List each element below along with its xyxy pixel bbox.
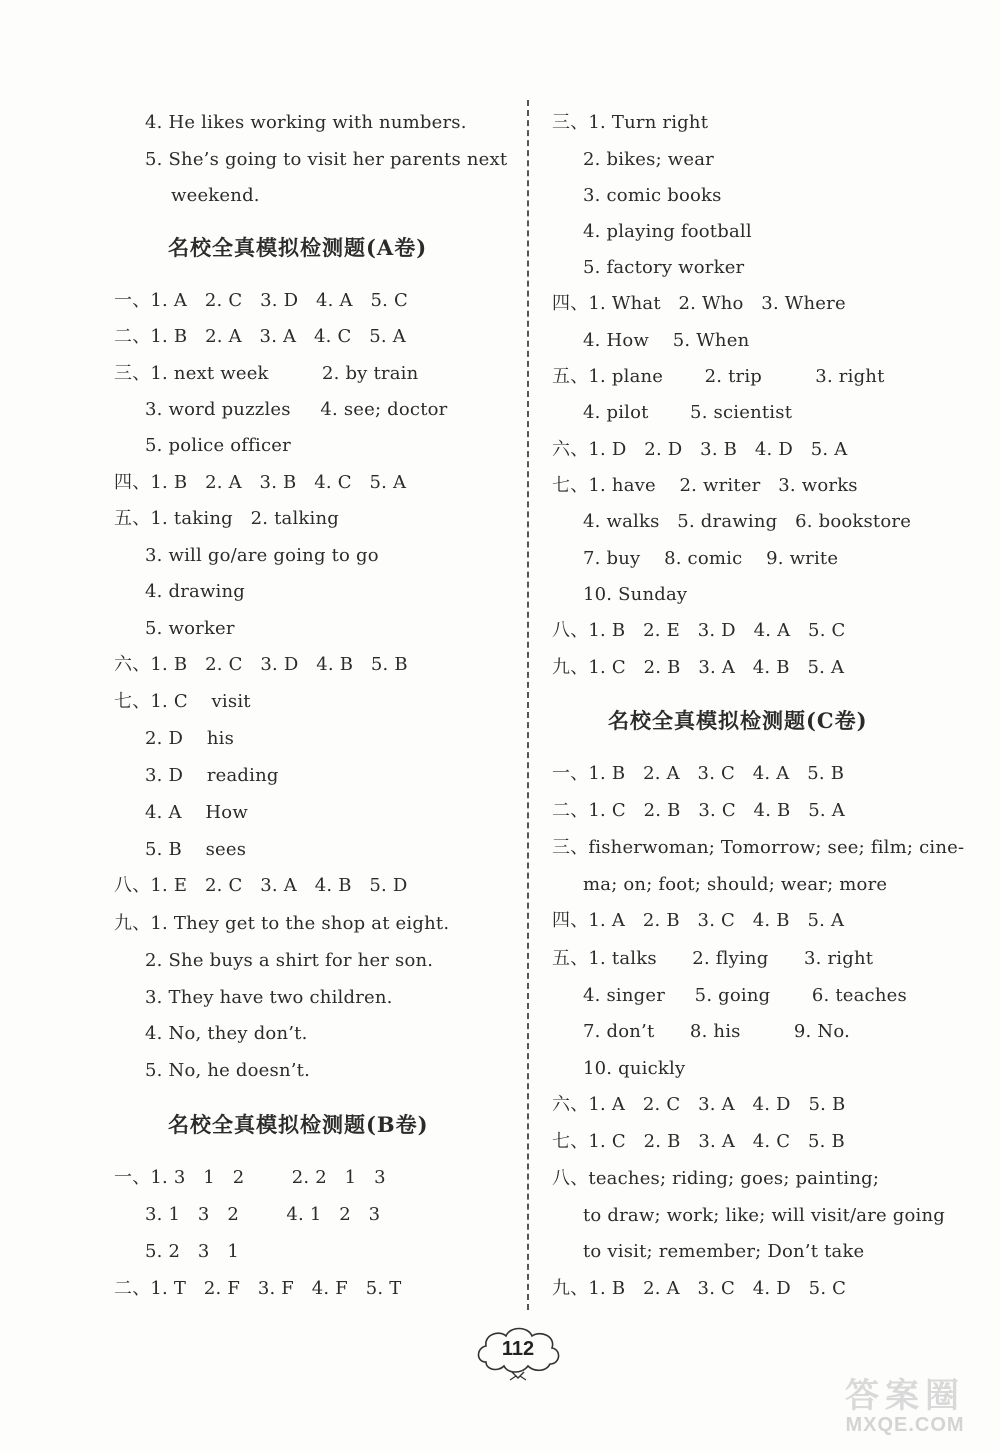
answer-line: 5. factory worker bbox=[583, 257, 745, 278]
answer-line: 3. comic books bbox=[583, 185, 722, 206]
answer-line: 10. Sunday bbox=[583, 584, 688, 605]
answer-line: 六、1. B 2. C 3. D 4. B 5. B bbox=[114, 654, 408, 675]
answer-line: 九、1. They get to the shop at eight. bbox=[114, 913, 450, 934]
answer-line: 5. 2 3 1 bbox=[145, 1241, 239, 1262]
page-number-badge bbox=[472, 1322, 564, 1382]
answer-line: 3. 1 3 2 4. 1 2 3 bbox=[145, 1204, 381, 1225]
page-number: 112 bbox=[501, 1338, 535, 1360]
section-heading: 名校全真模拟检测题(A卷) bbox=[168, 235, 428, 260]
answer-line: 五、1. plane 2. trip 3. right bbox=[552, 366, 885, 387]
answer-line: 五、1. talks 2. flying 3. right bbox=[552, 948, 874, 969]
answer-line: 三、1. next week 2. by train bbox=[114, 363, 419, 384]
section-heading: 名校全真模拟检测题(B卷) bbox=[168, 1112, 429, 1137]
answer-line: 5. police officer bbox=[145, 435, 291, 456]
answer-line: 4. singer 5. going 6. teaches bbox=[583, 985, 907, 1006]
answer-line: 3. D reading bbox=[145, 765, 279, 786]
answer-line: 七、1. have 2. writer 3. works bbox=[552, 475, 858, 496]
answer-line: 4. walks 5. drawing 6. bookstore bbox=[583, 511, 912, 532]
answer-line: 5. No, he doesn’t. bbox=[145, 1060, 311, 1081]
answer-line: 九、1. C 2. B 3. A 4. B 5. A bbox=[552, 657, 845, 678]
answer-line: 4. He likes working with numbers. bbox=[145, 112, 467, 133]
answer-line: 七、1. C 2. B 3. A 4. C 5. B bbox=[552, 1131, 845, 1152]
answer-line: 二、1. T 2. F 3. F 4. F 5. T bbox=[114, 1278, 402, 1299]
answer-line: 八、teaches; riding; goes; painting; bbox=[552, 1168, 880, 1189]
answer-line: 八、1. B 2. E 3. D 4. A 5. C bbox=[552, 620, 846, 641]
answer-line: 一、1. B 2. A 3. C 4. A 5. B bbox=[552, 763, 845, 784]
answer-line: 7. buy 8. comic 9. write bbox=[583, 548, 839, 569]
section-heading: 名校全真模拟检测题(C卷) bbox=[608, 708, 868, 733]
answer-line: 九、1. B 2. A 3. C 4. D 5. C bbox=[552, 1278, 847, 1299]
answer-line: 3. They have two children. bbox=[145, 987, 393, 1008]
watermark-logo bbox=[815, 1368, 995, 1446]
answer-line: 4. How 5. When bbox=[583, 330, 750, 351]
answer-line: 一、1. A 2. C 3. D 4. A 5. C bbox=[114, 290, 408, 311]
answer-line: 2. She buys a shirt for her son. bbox=[145, 950, 434, 971]
answer-line: 3. will go/are going to go bbox=[145, 545, 379, 566]
answer-line: 3. word puzzles 4. see; doctor bbox=[145, 399, 448, 420]
answer-line: 六、1. D 2. D 3. B 4. D 5. A bbox=[552, 439, 848, 460]
answer-line: 二、1. B 2. A 3. A 4. C 5. A bbox=[114, 326, 406, 347]
answer-line: 4. No, they don’t. bbox=[145, 1023, 308, 1044]
answer-line: ma; on; foot; should; wear; more bbox=[583, 874, 888, 895]
answer-line: weekend. bbox=[171, 185, 260, 206]
answer-line: 八、1. E 2. C 3. A 4. B 5. D bbox=[114, 875, 408, 896]
answer-line: 三、1. Turn right bbox=[552, 112, 709, 133]
answer-line: 5. worker bbox=[145, 618, 235, 639]
answer-line: 2. bikes; wear bbox=[583, 149, 714, 170]
answer-line: 六、1. A 2. C 3. A 4. D 5. B bbox=[552, 1094, 846, 1115]
watermark-text: 答案圈 bbox=[845, 1376, 965, 1416]
watermark-url: MXQE.COM bbox=[845, 1414, 965, 1436]
answer-line: 三、fisherwoman; Tomorrow; see; film; cine- bbox=[552, 837, 965, 858]
answer-line: 5. B sees bbox=[145, 839, 247, 860]
answer-line: 一、1. 3 1 2 2. 2 1 3 bbox=[114, 1167, 386, 1188]
answer-line: 五、1. taking 2. talking bbox=[114, 508, 340, 529]
answer-line: 7. don’t 8. his 9. No. bbox=[583, 1021, 850, 1042]
answer-line: 四、1. What 2. Who 3. Where bbox=[552, 293, 846, 314]
answer-line: 2. D his bbox=[145, 728, 235, 749]
answer-line: 4. pilot 5. scientist bbox=[583, 402, 793, 423]
answer-line: 5. She’s going to visit her parents next bbox=[145, 149, 508, 170]
answer-line: to draw; work; like; will visit/are going bbox=[583, 1205, 946, 1226]
answer-line: 4. drawing bbox=[145, 581, 246, 602]
answer-line: 七、1. C visit bbox=[114, 691, 251, 712]
answer-line: to visit; remember; Don’t take bbox=[583, 1241, 865, 1262]
answer-line: 10. quickly bbox=[583, 1058, 686, 1079]
answer-line: 4. A How bbox=[145, 802, 248, 823]
answer-line: 四、1. B 2. A 3. B 4. C 5. A bbox=[114, 472, 407, 493]
answer-line: 二、1. C 2. B 3. C 4. B 5. A bbox=[552, 800, 845, 821]
answer-line: 四、1. A 2. B 3. C 4. B 5. A bbox=[552, 910, 845, 931]
answer-line: 4. playing football bbox=[583, 221, 752, 242]
column-divider bbox=[527, 100, 529, 1310]
